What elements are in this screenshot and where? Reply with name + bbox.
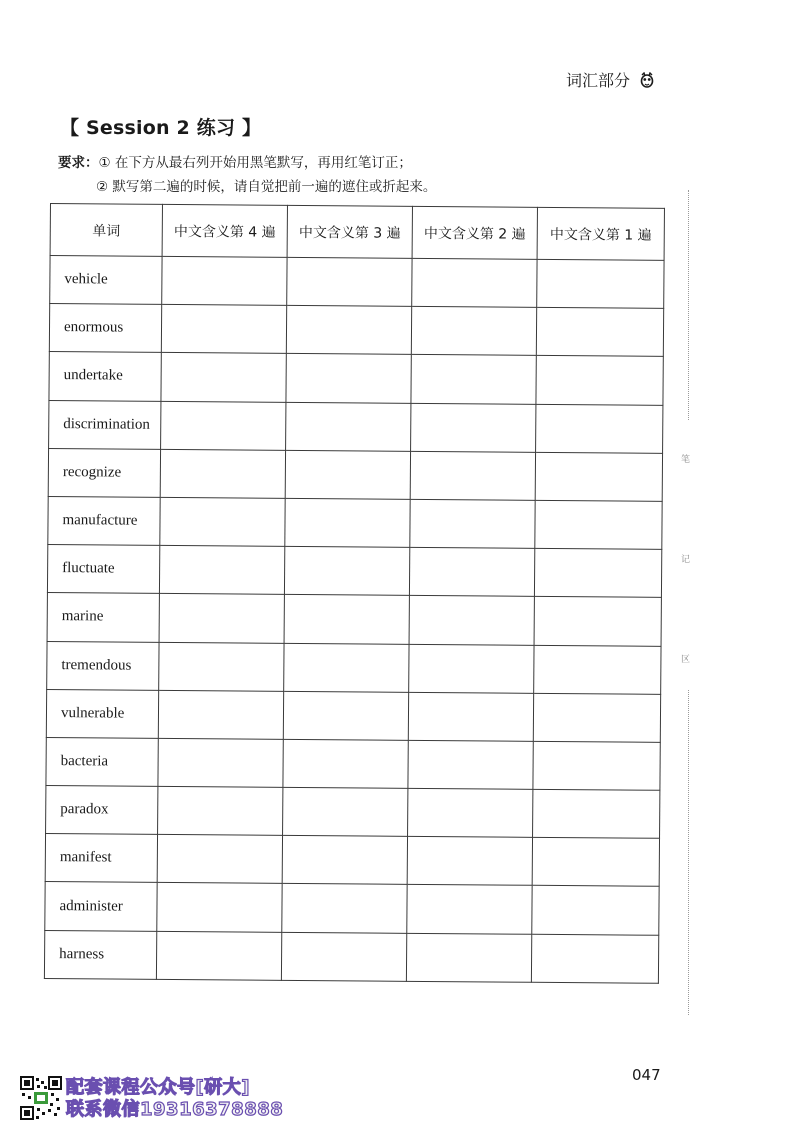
- requirement-line-1: [58, 151, 412, 171]
- table-row: [47, 545, 661, 598]
- session-title: 【 Session 2 练习 】: [60, 117, 262, 139]
- table-row: [50, 256, 664, 309]
- word-cell: bacteria: [46, 737, 158, 786]
- table-row: [45, 834, 659, 887]
- answer-cell[interactable]: [411, 355, 536, 404]
- notes-margin: [680, 190, 696, 1020]
- answer-cell[interactable]: [161, 353, 286, 402]
- answer-cell[interactable]: [162, 256, 287, 305]
- notes-label-char: 记: [681, 555, 691, 565]
- answer-cell[interactable]: [283, 739, 408, 788]
- answer-cell[interactable]: [532, 838, 659, 887]
- answer-cell[interactable]: [284, 643, 409, 692]
- table-row: [49, 304, 663, 357]
- answer-cell[interactable]: [284, 595, 409, 644]
- answer-cell[interactable]: [534, 548, 661, 597]
- table-row: [46, 689, 660, 742]
- word-cell: enormous: [49, 304, 161, 353]
- answer-cell[interactable]: [158, 690, 283, 739]
- header-pass-1: 中文含义第 1 遍: [537, 207, 664, 260]
- answer-cell[interactable]: [412, 258, 537, 307]
- section-title: 词汇部分: [566, 71, 631, 90]
- answer-cell[interactable]: [411, 307, 536, 356]
- answer-cell[interactable]: [534, 597, 661, 646]
- word-cell: harness: [44, 930, 156, 979]
- page-header: [566, 68, 654, 91]
- answer-cell[interactable]: [532, 886, 659, 935]
- notes-label-char: 区: [681, 655, 691, 665]
- header-pass-4: 中文含义第 4 遍: [162, 204, 287, 257]
- answer-cell[interactable]: [282, 884, 407, 933]
- answer-cell[interactable]: [408, 740, 533, 789]
- word-cell: paradox: [46, 786, 158, 835]
- requirement-label: 要求：: [58, 155, 99, 171]
- margin-divider-bottom: [688, 690, 689, 1015]
- answer-cell[interactable]: [156, 931, 281, 980]
- answer-cell[interactable]: [410, 499, 535, 548]
- answer-cell[interactable]: [537, 259, 664, 308]
- header-pass-2: 中文含义第 2 遍: [412, 206, 537, 259]
- word-cell: administer: [45, 882, 157, 931]
- answer-cell[interactable]: [534, 645, 661, 694]
- table-row: [44, 930, 658, 983]
- table-row: [46, 737, 660, 790]
- answer-cell[interactable]: [283, 691, 408, 740]
- page-number: 047: [632, 1066, 661, 1084]
- notes-label-char: 笔: [681, 455, 691, 465]
- answer-cell[interactable]: [286, 402, 411, 451]
- promo-text: [66, 1077, 283, 1120]
- answer-cell[interactable]: [407, 837, 532, 886]
- answer-cell[interactable]: [536, 308, 663, 357]
- promo-line-2: 联系微信19316378888: [66, 1098, 284, 1120]
- table-row: [47, 641, 661, 694]
- margin-divider-top: [688, 190, 689, 420]
- owl-icon: [640, 72, 654, 88]
- word-cell: discrimination: [49, 400, 161, 449]
- answer-cell[interactable]: [531, 934, 658, 983]
- answer-cell[interactable]: [287, 257, 412, 306]
- word-cell: tremendous: [47, 641, 159, 690]
- answer-cell[interactable]: [159, 545, 284, 594]
- answer-cell[interactable]: [411, 403, 536, 452]
- answer-cell[interactable]: [286, 354, 411, 403]
- word-cell: manufacture: [48, 496, 160, 545]
- answer-cell[interactable]: [409, 547, 534, 596]
- answer-cell[interactable]: [410, 451, 535, 500]
- table-row: [47, 593, 661, 646]
- answer-cell[interactable]: [409, 644, 534, 693]
- answer-cell[interactable]: [282, 836, 407, 885]
- answer-cell[interactable]: [535, 500, 662, 549]
- answer-cell[interactable]: [161, 305, 286, 354]
- word-cell: vehicle: [50, 256, 162, 305]
- table-header-row: [50, 204, 664, 261]
- answer-cell[interactable]: [407, 885, 532, 934]
- answer-cell[interactable]: [160, 497, 285, 546]
- header-pass-3: 中文含义第 3 遍: [287, 205, 412, 258]
- answer-cell[interactable]: [285, 498, 410, 547]
- word-cell: recognize: [48, 448, 160, 497]
- header-word: 单词: [50, 204, 162, 257]
- table-row: [49, 400, 663, 453]
- promo-banner: [20, 1076, 283, 1120]
- answer-cell[interactable]: [157, 883, 282, 932]
- answer-cell[interactable]: [536, 356, 663, 405]
- answer-cell[interactable]: [533, 741, 660, 790]
- table-row: [48, 496, 662, 549]
- word-cell: manifest: [45, 834, 157, 883]
- answer-cell[interactable]: [284, 546, 409, 595]
- word-cell: marine: [47, 593, 159, 642]
- qr-code-icon: [20, 1076, 62, 1120]
- answer-cell[interactable]: [408, 788, 533, 837]
- table-row: [46, 786, 660, 839]
- table-row: [49, 352, 663, 405]
- word-cell: undertake: [49, 352, 161, 401]
- answer-cell[interactable]: [535, 452, 662, 501]
- answer-cell[interactable]: [157, 835, 282, 884]
- word-cell: vulnerable: [46, 689, 158, 738]
- answer-cell[interactable]: [161, 401, 286, 450]
- answer-cell[interactable]: [533, 693, 660, 742]
- answer-cell[interactable]: [406, 933, 531, 982]
- answer-cell[interactable]: [286, 306, 411, 355]
- answer-cell[interactable]: [533, 789, 660, 838]
- answer-cell[interactable]: [158, 738, 283, 787]
- word-cell: fluctuate: [47, 545, 159, 594]
- answer-cell[interactable]: [158, 786, 283, 835]
- answer-cell[interactable]: [285, 450, 410, 499]
- answer-cell[interactable]: [283, 787, 408, 836]
- table-row: [45, 882, 659, 935]
- answer-cell[interactable]: [159, 642, 284, 691]
- answer-cell[interactable]: [160, 449, 285, 498]
- requirement-text-1: ① 在下方从最右列开始用黑笔默写，再用红笔订正；: [98, 155, 412, 171]
- requirement-line-2: ② 默写第二遍的时候，请自觉把前一遍的遮住或折起来。: [96, 179, 437, 195]
- answer-cell[interactable]: [408, 692, 533, 741]
- answer-cell[interactable]: [536, 404, 663, 453]
- answer-cell[interactable]: [409, 596, 534, 645]
- table-row: [48, 448, 662, 501]
- answer-cell[interactable]: [159, 594, 284, 643]
- promo-line-1: 配套课程公众号[研大]: [66, 1076, 250, 1098]
- vocab-table-wrap: [44, 203, 664, 984]
- vocab-table: [44, 203, 665, 984]
- answer-cell[interactable]: [281, 932, 406, 981]
